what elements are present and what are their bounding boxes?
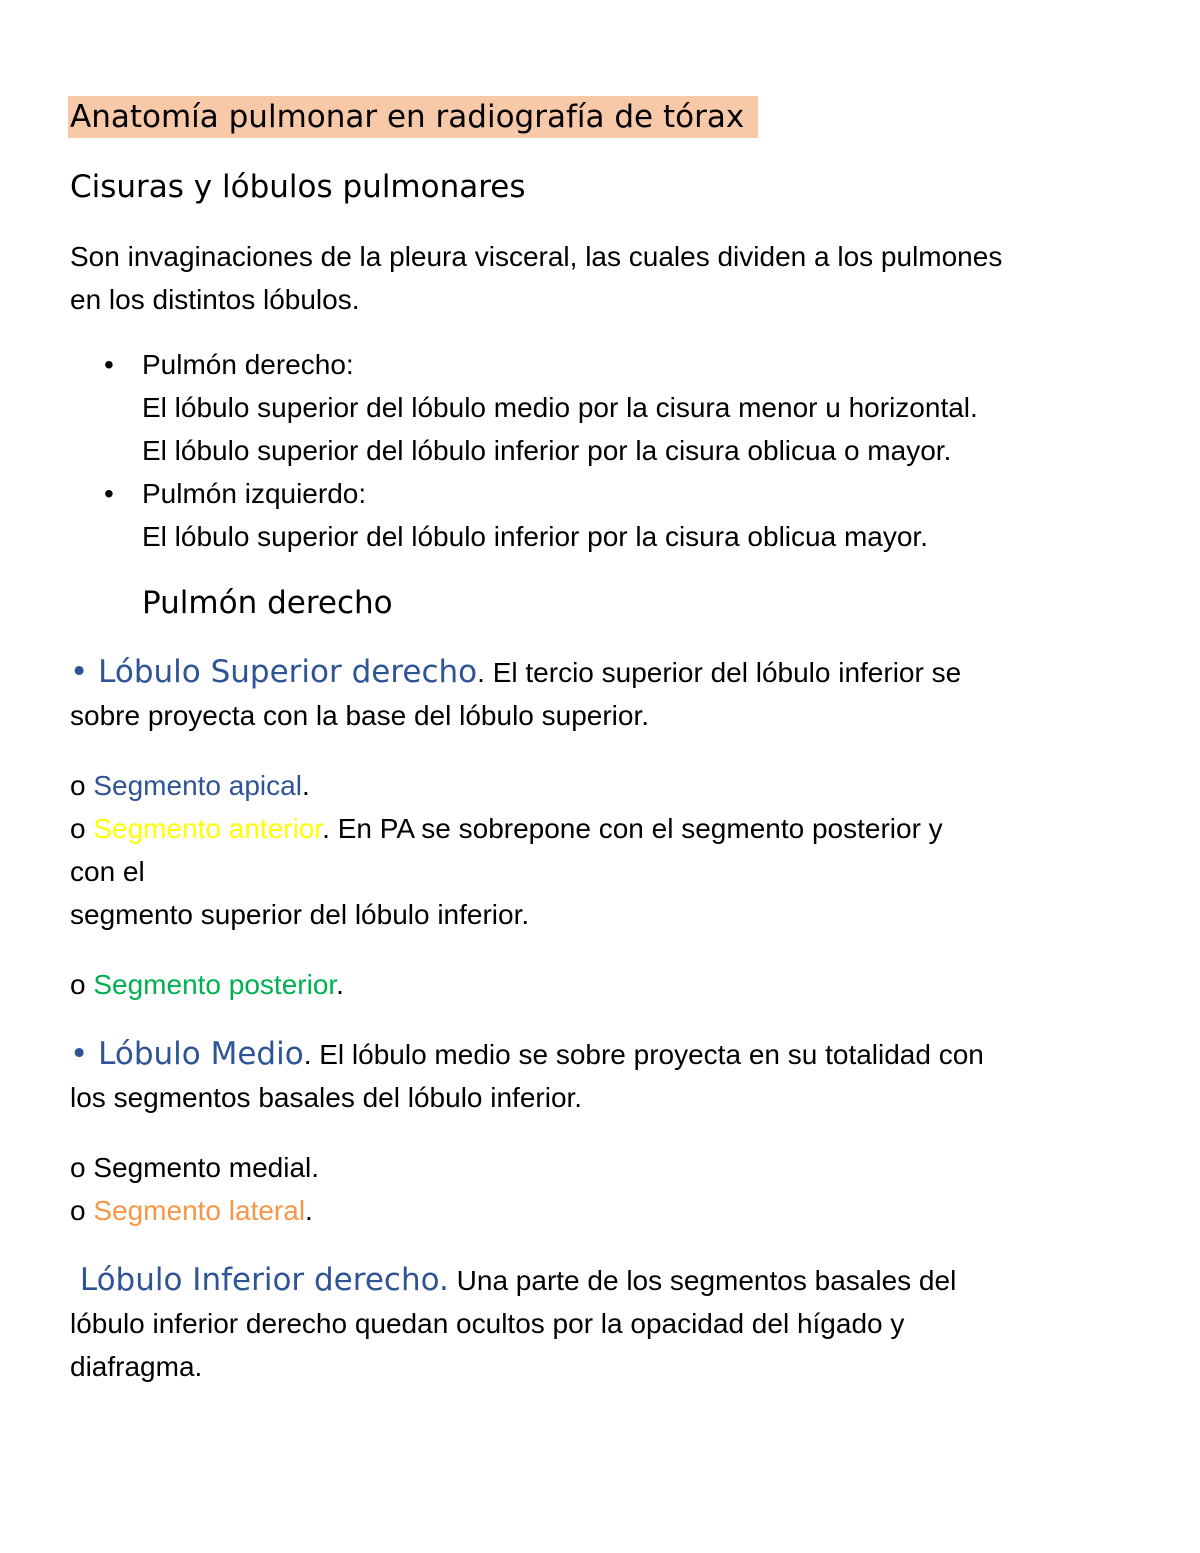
segment-anterior bbox=[70, 807, 1140, 850]
intro-line-1: Son invaginaciones de la pleura visceral, las cuales dividen a los pulmones bbox=[70, 241, 1003, 272]
superior-lobe-name: Lóbulo Superior derecho bbox=[98, 654, 478, 690]
segment-posterior-name: Segmento posterior bbox=[93, 969, 337, 1000]
right-lung-heading: Pulmón derecho: bbox=[142, 349, 354, 380]
bullet-icon: • bbox=[104, 349, 114, 380]
segment-marker-icon: o bbox=[70, 770, 86, 801]
right-lung-line-2: El lóbulo superior del lóbulo inferior por la cisura oblicua o mayor. bbox=[142, 435, 952, 466]
inferior-lobe-line-1 bbox=[70, 1259, 1140, 1302]
middle-segments bbox=[70, 1146, 1140, 1232]
superior-lobe-desc-1: . El tercio superior del lóbulo inferior se bbox=[477, 657, 962, 688]
inferior-lobe-line-3: diafragma. bbox=[70, 1351, 203, 1382]
segment-marker-icon: o bbox=[70, 1195, 86, 1226]
list-item-left-lung bbox=[70, 472, 1140, 558]
inferior-lobe-spacer bbox=[70, 1262, 80, 1298]
inferior-lobe-desc-1: Una parte de los segmentos basales del bbox=[448, 1265, 957, 1296]
intro-paragraph bbox=[70, 235, 1140, 321]
middle-lobe-line-2: los segmentos basales del lóbulo inferior. bbox=[70, 1082, 583, 1113]
left-lung-line-1: El lóbulo superior del lóbulo inferior por la cisura oblicua mayor. bbox=[142, 521, 928, 552]
middle-lobe-bullet: • bbox=[70, 1036, 89, 1072]
inferior-lobe-name: Lóbulo Inferior derecho. bbox=[79, 1262, 449, 1298]
right-lung-line-1: El lóbulo superior del lóbulo medio por la cisura menor u horizontal. bbox=[142, 392, 978, 423]
right-lung-section-heading: Pulmón derecho bbox=[142, 585, 393, 621]
title-row bbox=[70, 96, 1140, 138]
lung-bullet-list bbox=[70, 343, 1140, 558]
superior-lobe-bullet: • bbox=[70, 654, 89, 690]
segment-anterior-desc-2: con el bbox=[70, 856, 145, 887]
list-item-right-lung bbox=[70, 343, 1140, 472]
middle-lobe-desc-1: . El lóbulo medio se sobre proyecta en su totalidad con bbox=[303, 1039, 984, 1070]
segment-marker-icon: o bbox=[70, 969, 86, 1000]
segment-posterior-block bbox=[70, 963, 1140, 1006]
segment-apical bbox=[70, 764, 1140, 807]
segment-marker-icon: o bbox=[70, 813, 86, 844]
segment-anterior-desc-3: segmento superior del lóbulo inferior. bbox=[70, 899, 530, 930]
bullet-icon: • bbox=[104, 478, 114, 509]
segment-medial bbox=[70, 1146, 1140, 1189]
segment-anterior-name: Segmento anterior bbox=[93, 813, 323, 844]
left-lung-heading: Pulmón izquierdo: bbox=[142, 478, 367, 509]
segment-medial-name: Segmento medial. bbox=[93, 1152, 320, 1183]
superior-lobe-line-2: sobre proyecta con la base del lóbulo superior. bbox=[70, 700, 650, 731]
superior-lobe-spacer bbox=[88, 654, 98, 690]
middle-lobe-line-1 bbox=[70, 1033, 1140, 1076]
middle-lobe-name: Lóbulo Medio bbox=[98, 1036, 304, 1072]
segment-lateral-end: . bbox=[305, 1195, 313, 1226]
superior-lobe-paragraph bbox=[70, 651, 1140, 737]
superior-lobe-line-1 bbox=[70, 651, 1140, 694]
segment-posterior bbox=[70, 963, 1140, 1006]
segment-anterior-desc-1: . En PA se sobrepone con el segmento posterior y bbox=[322, 813, 943, 844]
segment-apical-end: . bbox=[301, 770, 310, 801]
middle-lobe-spacer bbox=[88, 1036, 98, 1072]
segment-lateral-name: Segmento lateral bbox=[93, 1195, 306, 1226]
inferior-lobe-paragraph bbox=[70, 1259, 1140, 1388]
superior-segments bbox=[70, 764, 1140, 936]
segment-posterior-end: . bbox=[336, 969, 344, 1000]
segment-marker-icon: o bbox=[70, 1152, 86, 1183]
intro-line-2: en los distintos lóbulos. bbox=[70, 284, 360, 315]
middle-lobe-paragraph bbox=[70, 1033, 1140, 1119]
segment-apical-name: Segmento apical bbox=[93, 770, 302, 801]
document-page bbox=[70, 96, 1140, 1388]
inferior-lobe-line-2: lóbulo inferior derecho quedan ocultos por la opacidad del hígado y bbox=[70, 1308, 905, 1339]
segment-lateral bbox=[70, 1189, 1140, 1232]
document-title: Anatomía pulmonar en radiografía de tórax bbox=[68, 96, 758, 138]
section-subtitle: Cisuras y lóbulos pulmonares bbox=[70, 169, 526, 205]
